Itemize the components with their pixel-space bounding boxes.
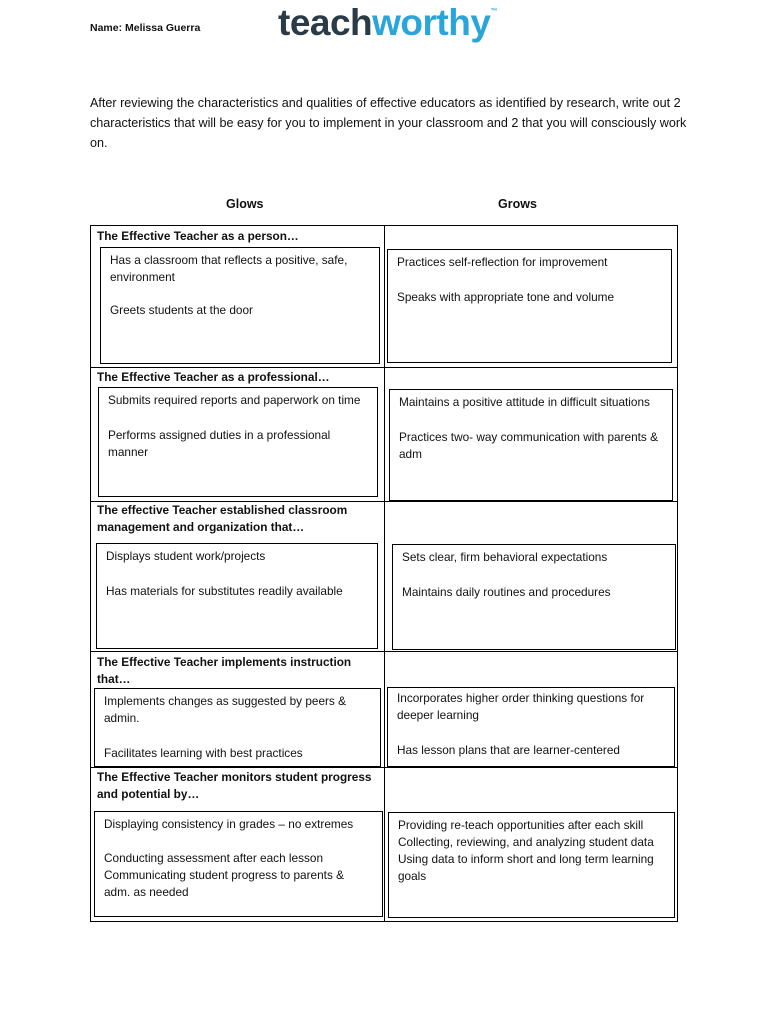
- grows-box-professional: [389, 389, 673, 501]
- section-heading-person: The Effective Teacher as a person…: [97, 229, 299, 243]
- glows-box-person: [100, 247, 380, 364]
- section-heading-progress: The Effective Teacher monitors student progress and potential by…: [97, 770, 372, 801]
- grow-item: Providing re-teach opportunities after each skill: [398, 818, 644, 832]
- glow-item: Greets students at the door: [110, 303, 253, 317]
- glow-item: Displays student work/projects: [106, 549, 266, 563]
- glows-box-management: [96, 543, 378, 649]
- glow-item: Implements changes as suggested by peers & admin.: [104, 694, 346, 725]
- grows-box-management: [392, 544, 676, 650]
- grow-item: Maintains a positive attitude in difficult situations: [399, 395, 650, 409]
- section-heading-management: The effective Teacher established classroom management and organization that…: [97, 503, 348, 534]
- grow-item: Practices self-reflection for improvement: [397, 255, 608, 269]
- glow-item: Has a classroom that reflects a positive, safe, environment: [110, 253, 348, 284]
- row-divider: [91, 651, 677, 652]
- grow-item: Speaks with appropriate tone and volume: [397, 290, 615, 304]
- glow-item: Has materials for substitutes readily available: [106, 584, 343, 598]
- logo-trademark: ™: [490, 8, 497, 15]
- glow-item: Displaying consistency in grades – no extremes: [104, 817, 354, 831]
- glow-item: Submits required reports and paperwork on time: [108, 393, 361, 407]
- logo-worthy-text: worthy: [372, 2, 491, 43]
- reflection-table: [90, 225, 678, 922]
- glows-box-progress: [94, 811, 383, 917]
- column-divider: [384, 226, 385, 921]
- grows-box-instruction: [387, 687, 675, 767]
- grow-item: Using data to inform short and long term learning goals: [398, 852, 654, 883]
- student-name: Name: Melissa Guerra: [90, 22, 201, 34]
- section-heading-professional: The Effective Teacher as a professional…: [97, 370, 330, 384]
- glows-box-instruction: [94, 688, 381, 767]
- grow-item: Has lesson plans that are learner-centered: [397, 743, 620, 757]
- grows-box-progress: [388, 812, 675, 918]
- grow-item: Sets clear, firm behavioral expectations: [402, 550, 608, 564]
- grow-item: Incorporates higher order thinking questions for deeper learning: [397, 691, 645, 722]
- glow-item: Conducting assessment after each lesson: [104, 851, 324, 865]
- grows-box-person: [387, 249, 672, 363]
- logo-teach-text: teach: [278, 2, 373, 43]
- section-heading-instruction: The Effective Teacher implements instruction that…: [97, 655, 352, 686]
- grow-item: Practices two- way communication with parents & adm: [399, 430, 658, 461]
- grow-item: Maintains daily routines and procedures: [402, 585, 611, 599]
- glow-item: Performs assigned duties in a professional manner: [108, 428, 331, 459]
- glow-item: Facilitates learning with best practices: [104, 746, 303, 760]
- glow-item: Communicating student progress to parents & adm. as needed: [104, 868, 344, 899]
- instructions-paragraph: After reviewing the characteristics and qualities of effective educators as identified by research, write out 2 characteristics that will be easy for you to implement in your classroom and 2 that you will consciously work on.: [90, 96, 687, 150]
- glows-box-professional: [98, 387, 378, 497]
- grows-column-heading: Grows: [498, 197, 537, 211]
- row-divider: [91, 767, 677, 768]
- teachworthy-logo: [278, 2, 497, 44]
- grow-item: Collecting, reviewing, and analyzing student data: [398, 835, 654, 849]
- glows-column-heading: Glows: [226, 197, 264, 211]
- row-divider: [91, 367, 677, 368]
